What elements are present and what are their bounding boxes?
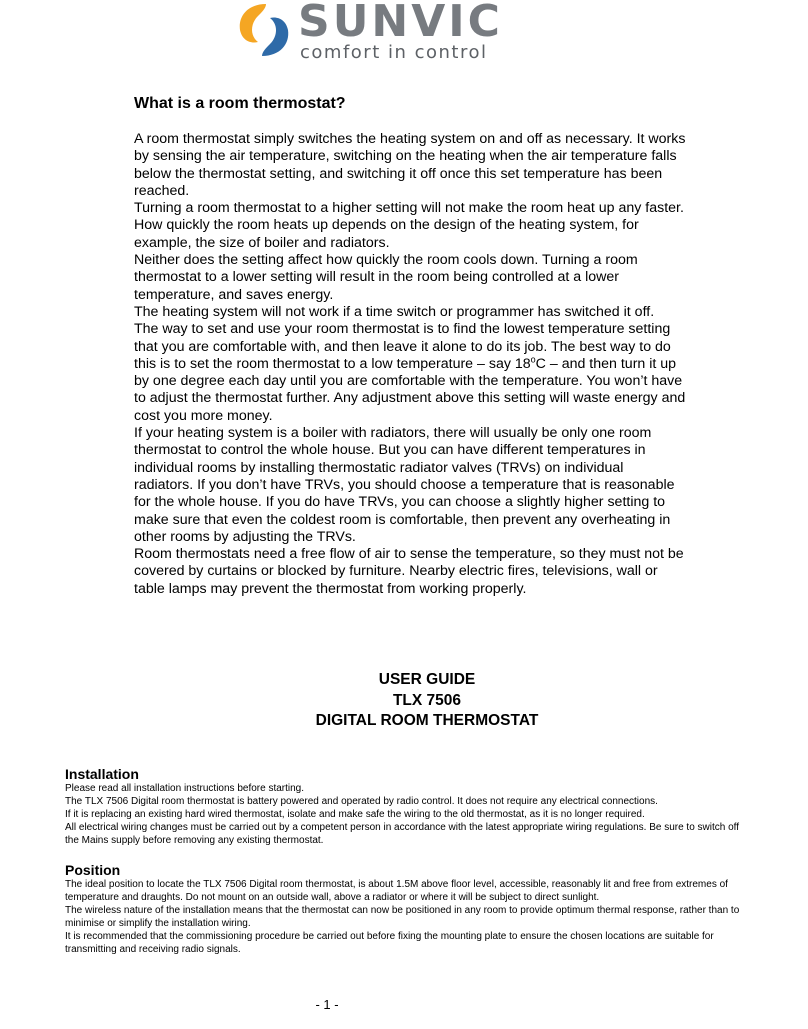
temperature-advice-end: C – and then turn it up by one degree each day until you are comfortable with the temperature. You won’t have to adjust the thermostat further. Any adjustment above this setting will waste energy and cost you more money. — [134, 355, 686, 424]
intro-paragraph: Turning a room thermostat to a higher setting will not make the room heat up any faster. How quickly the room heats up depends on the design of the heating system, for example, the size of boiler and radiators. — [134, 200, 684, 251]
guide-product-name: DIGITAL ROOM THERMOSTAT — [315, 712, 539, 729]
degree-superscript: o — [530, 354, 536, 365]
intro-paragraph — [134, 321, 686, 425]
guide-line-1: USER GUIDE — [378, 671, 476, 688]
temperature-advice-start: The way to set and use your room thermostat is to find the lowest temperature setting that you are comfortable with, and then leave it alone to do its job. The best way to do this is to set the room thermostat to a low temperature – say 18 — [134, 321, 671, 372]
installation-heading: Installation — [65, 766, 139, 782]
user-guide-heading — [134, 670, 720, 732]
intro-paragraph: The heating system will not work if a time switch or programmer has switched it off. — [134, 303, 655, 320]
installation-paragraph: All electrical wiring changes must be carried out by a competent person in accordance with the latest appropriate wiring regulations. Be sure to switch off the Mains supply before removing any existing thermostat. — [65, 821, 740, 846]
intro-body — [134, 131, 686, 598]
installation-paragraph: Please read all installation instructions before starting. — [65, 783, 305, 794]
sunvic-logo — [236, 2, 516, 64]
guide-model: TLX 7506 — [392, 691, 462, 709]
intro-paragraph: Room thermostats need a free flow of air to sense the temperature, so they must not be covered by curtains or blocked by furniture. Nearby electric fires, televisions, wall or table lamps may prevent the thermostat from working properly. — [134, 546, 684, 597]
installation-section — [65, 783, 747, 848]
sunvic-swirl-icon — [236, 2, 292, 58]
position-paragraph: The ideal position to locate the TLX 7506 Digital room thermostat, is about 1.5M above floor level, accessible, reasonably lit and free from extremes of temperature and draughts. Do not mount on an outside wall, above a radiator or where it will be subject to direct sunlight. — [65, 879, 728, 903]
position-heading: Position — [65, 862, 121, 878]
intro-paragraph: If your heating system is a boiler with radiators, there will usually be only one room thermostat to control the whole house. But you can have different temperatures in individual rooms by installing thermostatic radiator valves (TRVs) on individual radiators. If you don’t have TRVs, you should choose a temperature that is reasonable for the whole house. If you do have TRVs, you can choose a slightly higher setting to make sure that even the coldest room is comfortable, then prevent any overheating in other rooms by adjusting the TRVs. — [134, 425, 675, 545]
installation-paragraph: The TLX 7506 Digital room thermostat is battery powered and operated by radio control. It does not require any electrical connections. — [65, 795, 658, 807]
intro-paragraph: Neither does the setting affect how quickly the room cools down. Turning a room thermostat to a lower setting will result in the room being controlled at a lower temperature, and saves energy. — [134, 252, 638, 303]
intro-paragraph: A room thermostat simply switches the heating system on and off as necessary. It works by sensing the air temperature, switching on the heating when the air temperature falls below the thermostat setting, and switching it off once this set temperature has been reached. — [134, 131, 686, 199]
installation-paragraph: If it is replacing an existing hard wired thermostat, isolate and make safe the wiring to the old thermostat, as it is no longer required. — [65, 808, 645, 820]
position-paragraph: It is recommended that the commissioning procedure be carried out before fixing the mounting plate to ensure the chosen locations are suitable for transmitting and receiving radio signals. — [65, 930, 714, 955]
position-paragraph: The wireless nature of the installation means that the thermostat can now be positioned in any room to provide optimum thermal response, rather than to minimise or simplify the installation wiring. — [65, 904, 740, 929]
brand-tagline: comfort in control — [300, 42, 488, 63]
position-section — [65, 879, 747, 956]
page-title: What is a room thermostat? — [134, 95, 346, 112]
page-number: - 1 - — [315, 997, 339, 1012]
brand-name: SUNVIC — [298, 0, 503, 47]
